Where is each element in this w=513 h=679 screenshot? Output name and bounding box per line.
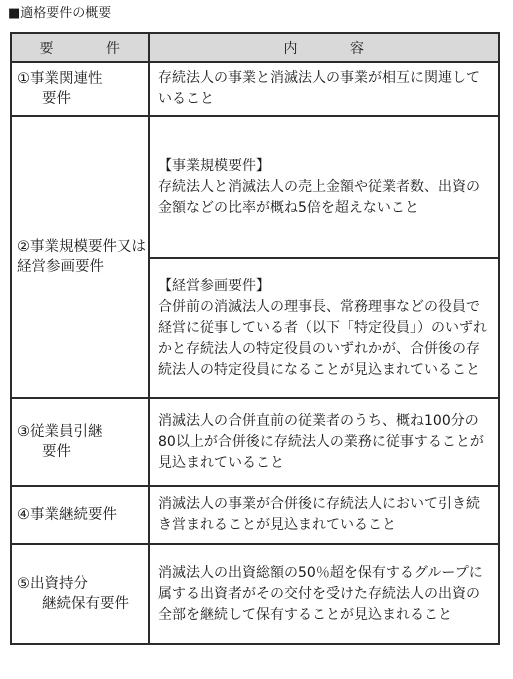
requirement-name-cont: 要件 — [42, 444, 71, 460]
content-cell: 存続法人の事業と消滅法人の事業が相互に関連していること — [149, 62, 499, 116]
content-cell: 消滅法人の合併直前の従業者のうち、概ね100分の80以上が合併後に存続法人の業務に従事することが見込まれていること — [149, 398, 499, 486]
sub-heading: 【事業規模要件】 — [158, 157, 270, 174]
requirement-name-cont: 要件 — [42, 91, 71, 107]
header-requirement-char1: 要 — [39, 40, 54, 57]
requirement-name-cont: 継続保有要件 — [42, 596, 129, 612]
requirement-cell — [11, 62, 149, 116]
requirement-cell: ②事業規模要件又は経営参画要件 — [11, 116, 149, 398]
content-cell-management — [149, 258, 499, 398]
requirement-name: ③従業員引継 — [17, 424, 103, 440]
requirement-cell — [11, 398, 149, 486]
document-title: ■適格要件の概要 — [8, 6, 112, 21]
table-row — [11, 116, 499, 258]
requirements-table — [10, 32, 500, 645]
header-content — [149, 33, 499, 62]
table-row — [11, 398, 499, 486]
requirement-cell — [11, 544, 149, 644]
table-row — [11, 486, 499, 544]
sub-heading: 【経営参画要件】 — [158, 277, 270, 294]
header-content-char1: 内 — [283, 40, 298, 57]
table-row — [11, 544, 499, 644]
content-cell-scale — [149, 116, 499, 258]
sub-text: 合併前の消滅法人の理事長、常務理事などの役員で経営に従事している者（以下「特定役員」）のいずれかと存続法人の特定役員のいずれかが、合併後の存続法人の特定役員になることが見込まれていること — [158, 298, 487, 378]
header-requirement — [11, 33, 149, 62]
table-header-row — [11, 33, 499, 62]
header-content-char2: 容 — [350, 40, 365, 57]
requirement-cell: ④事業継続要件 — [11, 486, 149, 544]
requirement-name: ⑤出資持分 — [17, 576, 88, 592]
content-cell: 消滅法人の出資総額の50％超を保有するグループに属する出資者がその交付を受けた存続法人の出資の全部を継続して保有することが見込まれること — [149, 544, 499, 644]
table-row — [11, 62, 499, 116]
content-cell: 消滅法人の事業が合併後に存続法人において引き続き営まれることが見込まれていること — [149, 486, 499, 544]
requirement-name: ①事業関連性 — [17, 71, 103, 87]
sub-text: 存続法人と消滅法人の売上金額や従業者数、出資の金額などの比率が概ね5倍を超えないこと — [158, 178, 480, 216]
header-requirement-char2: 件 — [106, 40, 121, 57]
